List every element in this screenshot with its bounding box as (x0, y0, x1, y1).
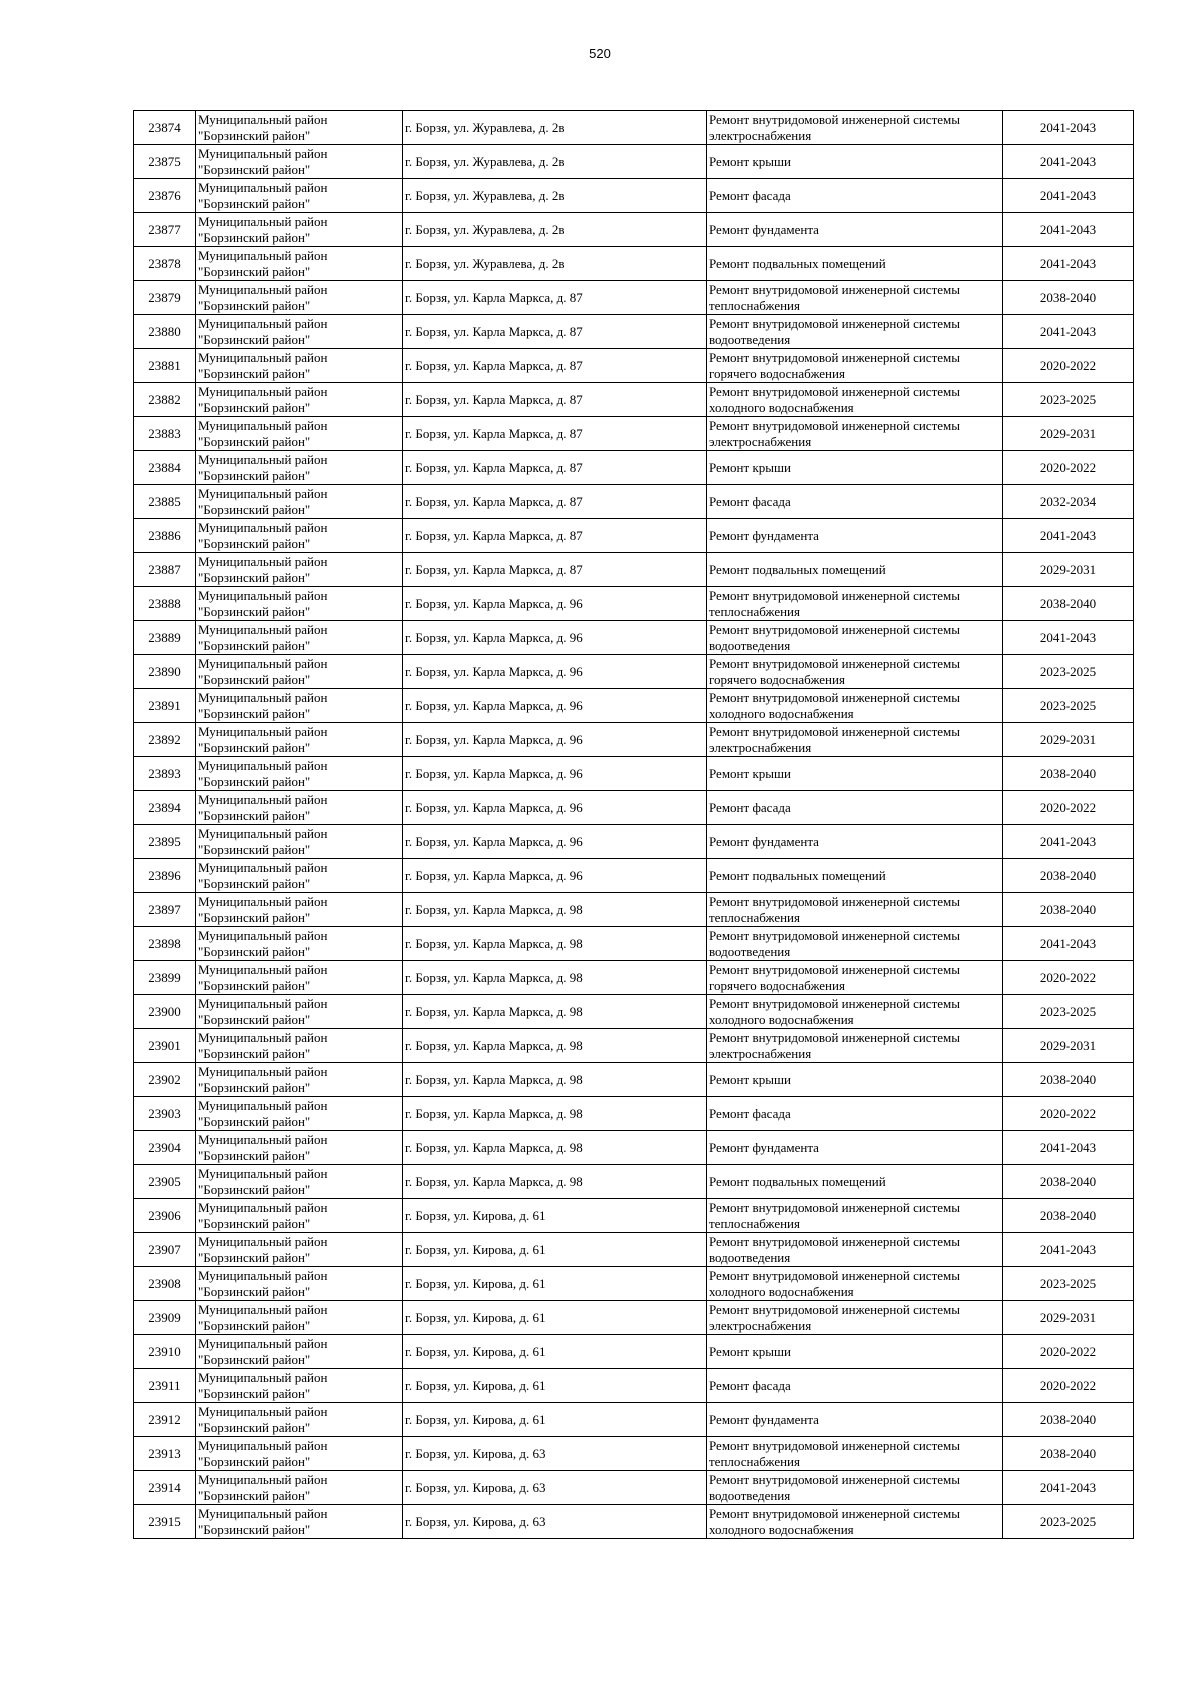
address-cell: г. Борзя, ул. Журавлева, д. 2в (403, 111, 707, 145)
work-type-cell: Ремонт внутридомовой инженерной системы электроснабжения (707, 723, 1003, 757)
table-row (134, 553, 1134, 587)
work-type-cell: Ремонт фасада (707, 1369, 1003, 1403)
period-cell: 2020-2022 (1003, 451, 1134, 485)
municipality-cell: Муниципальный район "Борзинский район" (196, 621, 403, 655)
period-cell: 2020-2022 (1003, 961, 1134, 995)
row-number: 23907 (134, 1233, 196, 1267)
work-type-cell: Ремонт крыши (707, 1335, 1003, 1369)
row-number: 23902 (134, 1063, 196, 1097)
municipality-cell: Муниципальный район "Борзинский район" (196, 451, 403, 485)
municipality-cell: Муниципальный район "Борзинский район" (196, 179, 403, 213)
table-row (134, 1505, 1134, 1539)
municipality-cell: Муниципальный район "Борзинский район" (196, 1301, 403, 1335)
table-row (134, 757, 1134, 791)
table-row (134, 281, 1134, 315)
work-type-cell: Ремонт внутридомовой инженерной системы электроснабжения (707, 1029, 1003, 1063)
work-type-cell: Ремонт внутридомовой инженерной системы холодного водоснабжения (707, 689, 1003, 723)
row-number: 23896 (134, 859, 196, 893)
period-cell: 2041-2043 (1003, 315, 1134, 349)
work-type-cell: Ремонт фундамента (707, 1403, 1003, 1437)
table-row (134, 213, 1134, 247)
period-cell: 2038-2040 (1003, 1437, 1134, 1471)
address-cell: г. Борзя, ул. Кирова, д. 63 (403, 1437, 707, 1471)
table-row (134, 1267, 1134, 1301)
address-cell: г. Борзя, ул. Кирова, д. 61 (403, 1233, 707, 1267)
municipality-cell: Муниципальный район "Борзинский район" (196, 757, 403, 791)
row-number: 23883 (134, 417, 196, 451)
period-cell: 2038-2040 (1003, 1403, 1134, 1437)
municipality-cell: Муниципальный район "Борзинский район" (196, 927, 403, 961)
work-type-cell: Ремонт крыши (707, 757, 1003, 791)
municipality-cell: Муниципальный район "Борзинский район" (196, 587, 403, 621)
period-cell: 2041-2043 (1003, 825, 1134, 859)
address-cell: г. Борзя, ул. Журавлева, д. 2в (403, 179, 707, 213)
work-type-cell: Ремонт фасада (707, 179, 1003, 213)
municipality-cell: Муниципальный район "Борзинский район" (196, 961, 403, 995)
work-type-cell: Ремонт внутридомовой инженерной системы электроснабжения (707, 417, 1003, 451)
address-cell: г. Борзя, ул. Карла Маркса, д. 96 (403, 655, 707, 689)
repair-schedule-table (133, 110, 1134, 1539)
municipality-cell: Муниципальный район "Борзинский район" (196, 1335, 403, 1369)
row-number: 23905 (134, 1165, 196, 1199)
period-cell: 2038-2040 (1003, 1165, 1134, 1199)
work-type-cell: Ремонт внутридомовой инженерной системы холодного водоснабжения (707, 1505, 1003, 1539)
row-number: 23914 (134, 1471, 196, 1505)
municipality-cell: Муниципальный район "Борзинский район" (196, 1369, 403, 1403)
address-cell: г. Борзя, ул. Карла Маркса, д. 96 (403, 621, 707, 655)
table-row (134, 1165, 1134, 1199)
table-row (134, 689, 1134, 723)
period-cell: 2029-2031 (1003, 1029, 1134, 1063)
work-type-cell: Ремонт внутридомовой инженерной системы электроснабжения (707, 111, 1003, 145)
work-type-cell: Ремонт фундамента (707, 213, 1003, 247)
table-row (134, 417, 1134, 451)
table-row (134, 1029, 1134, 1063)
table-row (134, 1301, 1134, 1335)
table-row (134, 315, 1134, 349)
table-row (134, 825, 1134, 859)
period-cell: 2038-2040 (1003, 1199, 1134, 1233)
address-cell: г. Борзя, ул. Карла Маркса, д. 98 (403, 1097, 707, 1131)
period-cell: 2020-2022 (1003, 349, 1134, 383)
row-number: 23895 (134, 825, 196, 859)
work-type-cell: Ремонт внутридомовой инженерной системы холодного водоснабжения (707, 1267, 1003, 1301)
address-cell: г. Борзя, ул. Кирова, д. 61 (403, 1403, 707, 1437)
municipality-cell: Муниципальный район "Борзинский район" (196, 349, 403, 383)
period-cell: 2023-2025 (1003, 1267, 1134, 1301)
municipality-cell: Муниципальный район "Борзинский район" (196, 655, 403, 689)
table-row (134, 587, 1134, 621)
table-row (134, 179, 1134, 213)
table-row (134, 893, 1134, 927)
table-row (134, 1199, 1134, 1233)
period-cell: 2041-2043 (1003, 519, 1134, 553)
table-row (134, 1233, 1134, 1267)
row-number: 23875 (134, 145, 196, 179)
address-cell: г. Борзя, ул. Карла Маркса, д. 98 (403, 893, 707, 927)
table-row (134, 1097, 1134, 1131)
municipality-cell: Муниципальный район "Борзинский район" (196, 1471, 403, 1505)
table-row (134, 1063, 1134, 1097)
municipality-cell: Муниципальный район "Борзинский район" (196, 553, 403, 587)
table-row (134, 247, 1134, 281)
row-number: 23915 (134, 1505, 196, 1539)
address-cell: г. Борзя, ул. Карла Маркса, д. 87 (403, 519, 707, 553)
work-type-cell: Ремонт подвальных помещений (707, 553, 1003, 587)
municipality-cell: Муниципальный район "Борзинский район" (196, 417, 403, 451)
municipality-cell: Муниципальный район "Борзинский район" (196, 485, 403, 519)
table-row (134, 723, 1134, 757)
municipality-cell: Муниципальный район "Борзинский район" (196, 995, 403, 1029)
work-type-cell: Ремонт фасада (707, 791, 1003, 825)
period-cell: 2023-2025 (1003, 383, 1134, 417)
table-row (134, 1369, 1134, 1403)
work-type-cell: Ремонт внутридомовой инженерной системы теплоснабжения (707, 1199, 1003, 1233)
row-number: 23885 (134, 485, 196, 519)
period-cell: 2029-2031 (1003, 553, 1134, 587)
table-row (134, 451, 1134, 485)
row-number: 23908 (134, 1267, 196, 1301)
address-cell: г. Борзя, ул. Карла Маркса, д. 87 (403, 281, 707, 315)
table-row (134, 961, 1134, 995)
table-row (134, 1131, 1134, 1165)
address-cell: г. Борзя, ул. Карла Маркса, д. 87 (403, 349, 707, 383)
municipality-cell: Муниципальный район "Борзинский район" (196, 1403, 403, 1437)
row-number: 23898 (134, 927, 196, 961)
municipality-cell: Муниципальный район "Борзинский район" (196, 1267, 403, 1301)
work-type-cell: Ремонт фундамента (707, 825, 1003, 859)
row-number: 23881 (134, 349, 196, 383)
municipality-cell: Муниципальный район "Борзинский район" (196, 791, 403, 825)
table-row (134, 1471, 1134, 1505)
address-cell: г. Борзя, ул. Журавлева, д. 2в (403, 247, 707, 281)
work-type-cell: Ремонт внутридомовой инженерной системы холодного водоснабжения (707, 995, 1003, 1029)
address-cell: г. Борзя, ул. Карла Маркса, д. 98 (403, 1029, 707, 1063)
work-type-cell: Ремонт внутридомовой инженерной системы теплоснабжения (707, 281, 1003, 315)
row-number: 23888 (134, 587, 196, 621)
row-number: 23903 (134, 1097, 196, 1131)
municipality-cell: Муниципальный район "Борзинский район" (196, 111, 403, 145)
period-cell: 2020-2022 (1003, 791, 1134, 825)
table-row (134, 927, 1134, 961)
table-row (134, 621, 1134, 655)
municipality-cell: Муниципальный район "Борзинский район" (196, 1199, 403, 1233)
period-cell: 2023-2025 (1003, 655, 1134, 689)
row-number: 23899 (134, 961, 196, 995)
row-number: 23900 (134, 995, 196, 1029)
address-cell: г. Борзя, ул. Карла Маркса, д. 96 (403, 791, 707, 825)
work-type-cell: Ремонт фундамента (707, 1131, 1003, 1165)
municipality-cell: Муниципальный район "Борзинский район" (196, 859, 403, 893)
table-row (134, 145, 1134, 179)
row-number: 23874 (134, 111, 196, 145)
period-cell: 2041-2043 (1003, 213, 1134, 247)
work-type-cell: Ремонт внутридомовой инженерной системы горячего водоснабжения (707, 349, 1003, 383)
row-number: 23901 (134, 1029, 196, 1063)
address-cell: г. Борзя, ул. Карла Маркса, д. 98 (403, 1063, 707, 1097)
municipality-cell: Муниципальный район "Борзинский район" (196, 519, 403, 553)
row-number: 23880 (134, 315, 196, 349)
period-cell: 2041-2043 (1003, 145, 1134, 179)
row-number: 23909 (134, 1301, 196, 1335)
row-number: 23890 (134, 655, 196, 689)
period-cell: 2041-2043 (1003, 927, 1134, 961)
work-type-cell: Ремонт подвальных помещений (707, 859, 1003, 893)
table-row (134, 1437, 1134, 1471)
row-number: 23877 (134, 213, 196, 247)
work-type-cell: Ремонт внутридомовой инженерной системы теплоснабжения (707, 1437, 1003, 1471)
municipality-cell: Муниципальный район "Борзинский район" (196, 1097, 403, 1131)
address-cell: г. Борзя, ул. Карла Маркса, д. 98 (403, 927, 707, 961)
row-number: 23892 (134, 723, 196, 757)
table-row (134, 111, 1134, 145)
table-row (134, 791, 1134, 825)
work-type-cell: Ремонт фасада (707, 1097, 1003, 1131)
work-type-cell: Ремонт внутридомовой инженерной системы водоотведения (707, 315, 1003, 349)
municipality-cell: Муниципальный район "Борзинский район" (196, 723, 403, 757)
address-cell: г. Борзя, ул. Кирова, д. 63 (403, 1471, 707, 1505)
row-number: 23910 (134, 1335, 196, 1369)
address-cell: г. Борзя, ул. Карла Маркса, д. 98 (403, 1131, 707, 1165)
municipality-cell: Муниципальный район "Борзинский район" (196, 383, 403, 417)
address-cell: г. Борзя, ул. Карла Маркса, д. 87 (403, 383, 707, 417)
municipality-cell: Муниципальный район "Борзинский район" (196, 1437, 403, 1471)
work-type-cell: Ремонт внутридомовой инженерной системы водоотведения (707, 1471, 1003, 1505)
municipality-cell: Муниципальный район "Борзинский район" (196, 1233, 403, 1267)
row-number: 23882 (134, 383, 196, 417)
municipality-cell: Муниципальный район "Борзинский район" (196, 1063, 403, 1097)
work-type-cell: Ремонт внутридомовой инженерной системы теплоснабжения (707, 587, 1003, 621)
period-cell: 2020-2022 (1003, 1369, 1134, 1403)
municipality-cell: Муниципальный район "Борзинский район" (196, 1029, 403, 1063)
address-cell: г. Борзя, ул. Карла Маркса, д. 87 (403, 451, 707, 485)
row-number: 23913 (134, 1437, 196, 1471)
period-cell: 2038-2040 (1003, 587, 1134, 621)
period-cell: 2023-2025 (1003, 1505, 1134, 1539)
row-number: 23884 (134, 451, 196, 485)
period-cell: 2020-2022 (1003, 1335, 1134, 1369)
period-cell: 2032-2034 (1003, 485, 1134, 519)
page-number: 520 (589, 46, 611, 61)
row-number: 23876 (134, 179, 196, 213)
row-number: 23904 (134, 1131, 196, 1165)
municipality-cell: Муниципальный район "Борзинский район" (196, 1165, 403, 1199)
work-type-cell: Ремонт крыши (707, 145, 1003, 179)
table-row (134, 995, 1134, 1029)
row-number: 23906 (134, 1199, 196, 1233)
table-row (134, 485, 1134, 519)
work-type-cell: Ремонт крыши (707, 1063, 1003, 1097)
period-cell: 2041-2043 (1003, 111, 1134, 145)
table-row (134, 383, 1134, 417)
address-cell: г. Борзя, ул. Кирова, д. 61 (403, 1301, 707, 1335)
period-cell: 2038-2040 (1003, 1063, 1134, 1097)
municipality-cell: Муниципальный район "Борзинский район" (196, 825, 403, 859)
period-cell: 2038-2040 (1003, 893, 1134, 927)
address-cell: г. Борзя, ул. Кирова, д. 61 (403, 1369, 707, 1403)
table-row (134, 859, 1134, 893)
municipality-cell: Муниципальный район "Борзинский район" (196, 1131, 403, 1165)
municipality-cell: Муниципальный район "Борзинский район" (196, 145, 403, 179)
period-cell: 2041-2043 (1003, 247, 1134, 281)
period-cell: 2038-2040 (1003, 859, 1134, 893)
period-cell: 2023-2025 (1003, 689, 1134, 723)
period-cell: 2023-2025 (1003, 995, 1134, 1029)
address-cell: г. Борзя, ул. Карла Маркса, д. 96 (403, 859, 707, 893)
work-type-cell: Ремонт внутридомовой инженерной системы холодного водоснабжения (707, 383, 1003, 417)
municipality-cell: Муниципальный район "Борзинский район" (196, 247, 403, 281)
work-type-cell: Ремонт фасада (707, 485, 1003, 519)
address-cell: г. Борзя, ул. Карла Маркса, д. 96 (403, 587, 707, 621)
row-number: 23894 (134, 791, 196, 825)
work-type-cell: Ремонт крыши (707, 451, 1003, 485)
address-cell: г. Борзя, ул. Карла Маркса, д. 87 (403, 485, 707, 519)
work-type-cell: Ремонт подвальных помещений (707, 247, 1003, 281)
period-cell: 2041-2043 (1003, 1131, 1134, 1165)
municipality-cell: Муниципальный район "Борзинский район" (196, 689, 403, 723)
address-cell: г. Борзя, ул. Карла Маркса, д. 98 (403, 1165, 707, 1199)
work-type-cell: Ремонт внутридомовой инженерной системы теплоснабжения (707, 893, 1003, 927)
work-type-cell: Ремонт внутридомовой инженерной системы водоотведения (707, 927, 1003, 961)
address-cell: г. Борзя, ул. Карла Маркса, д. 87 (403, 553, 707, 587)
address-cell: г. Борзя, ул. Кирова, д. 61 (403, 1267, 707, 1301)
address-cell: г. Борзя, ул. Карла Маркса, д. 87 (403, 417, 707, 451)
row-number: 23893 (134, 757, 196, 791)
table-row (134, 349, 1134, 383)
period-cell: 2038-2040 (1003, 281, 1134, 315)
work-type-cell: Ремонт внутридомовой инженерной системы горячего водоснабжения (707, 961, 1003, 995)
address-cell: г. Борзя, ул. Карла Маркса, д. 96 (403, 689, 707, 723)
period-cell: 2041-2043 (1003, 621, 1134, 655)
table-row (134, 655, 1134, 689)
address-cell: г. Борзя, ул. Карла Маркса, д. 98 (403, 995, 707, 1029)
period-cell: 2041-2043 (1003, 1233, 1134, 1267)
work-type-cell: Ремонт внутридомовой инженерной системы водоотведения (707, 1233, 1003, 1267)
row-number: 23912 (134, 1403, 196, 1437)
period-cell: 2029-2031 (1003, 723, 1134, 757)
period-cell: 2029-2031 (1003, 1301, 1134, 1335)
period-cell: 2020-2022 (1003, 1097, 1134, 1131)
row-number: 23911 (134, 1369, 196, 1403)
address-cell: г. Борзя, ул. Кирова, д. 63 (403, 1505, 707, 1539)
municipality-cell: Муниципальный район "Борзинский район" (196, 893, 403, 927)
work-type-cell: Ремонт внутридомовой инженерной системы горячего водоснабжения (707, 655, 1003, 689)
row-number: 23886 (134, 519, 196, 553)
row-number: 23891 (134, 689, 196, 723)
work-type-cell: Ремонт внутридомовой инженерной системы водоотведения (707, 621, 1003, 655)
municipality-cell: Муниципальный район "Борзинский район" (196, 1505, 403, 1539)
address-cell: г. Борзя, ул. Карла Маркса, д. 87 (403, 315, 707, 349)
period-cell: 2029-2031 (1003, 417, 1134, 451)
table-row (134, 1403, 1134, 1437)
municipality-cell: Муниципальный район "Борзинский район" (196, 315, 403, 349)
period-cell: 2041-2043 (1003, 179, 1134, 213)
address-cell: г. Борзя, ул. Журавлева, д. 2в (403, 213, 707, 247)
municipality-cell: Муниципальный район "Борзинский район" (196, 213, 403, 247)
address-cell: г. Борзя, ул. Карла Маркса, д. 98 (403, 961, 707, 995)
work-type-cell: Ремонт подвальных помещений (707, 1165, 1003, 1199)
row-number: 23889 (134, 621, 196, 655)
work-type-cell: Ремонт фундамента (707, 519, 1003, 553)
row-number: 23878 (134, 247, 196, 281)
table-body (134, 111, 1134, 1539)
address-cell: г. Борзя, ул. Карла Маркса, д. 96 (403, 825, 707, 859)
address-cell: г. Борзя, ул. Кирова, д. 61 (403, 1335, 707, 1369)
period-cell: 2038-2040 (1003, 757, 1134, 791)
address-cell: г. Борзя, ул. Кирова, д. 61 (403, 1199, 707, 1233)
row-number: 23897 (134, 893, 196, 927)
municipality-cell: Муниципальный район "Борзинский район" (196, 281, 403, 315)
period-cell: 2041-2043 (1003, 1471, 1134, 1505)
address-cell: г. Борзя, ул. Журавлева, д. 2в (403, 145, 707, 179)
table-row (134, 1335, 1134, 1369)
row-number: 23879 (134, 281, 196, 315)
address-cell: г. Борзя, ул. Карла Маркса, д. 96 (403, 723, 707, 757)
work-type-cell: Ремонт внутридомовой инженерной системы электроснабжения (707, 1301, 1003, 1335)
row-number: 23887 (134, 553, 196, 587)
table-row (134, 519, 1134, 553)
address-cell: г. Борзя, ул. Карла Маркса, д. 96 (403, 757, 707, 791)
